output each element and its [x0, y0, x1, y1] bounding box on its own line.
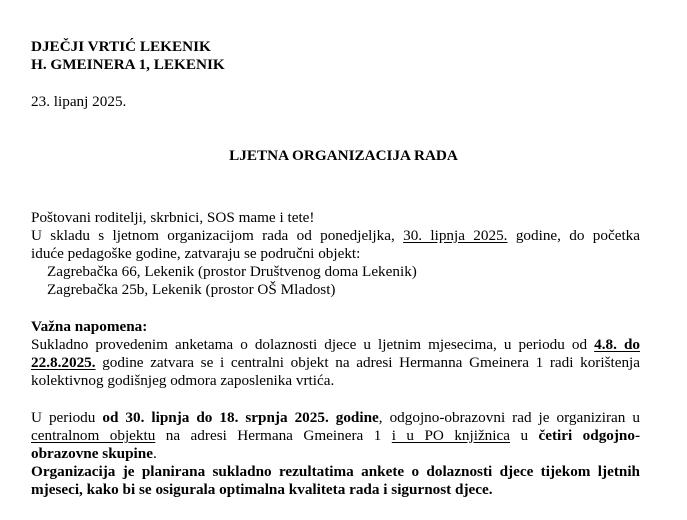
greeting: Poštovani roditelji, skrbnici, SOS mame i tete! [31, 209, 315, 226]
notice-line-1 [31, 336, 640, 354]
notice-text: godine zatvara se i centralni objekt na adresi Hermanna Gmeinera 1 radi korištenja [102, 354, 640, 371]
letter-text: U skladu s ljetnom organizacijom rada od ponedjeljka, [31, 227, 395, 244]
conclusion-line-2: mjeseci, kako bi se osigurala optimalna kvaliteta rada i sigurnost djece. [31, 481, 493, 498]
period-end: . [152, 445, 157, 462]
location-1: Zagrebačka 66, Lekenik (prostor Društvenog doma Lekenik) [47, 263, 417, 280]
group-count: četiri odgojno- [538, 427, 641, 444]
org-address: H. GMEINERA 1, LEKENIK [31, 56, 225, 73]
period-text: , odgojno-obrazovni rad je organiziran u [378, 409, 640, 426]
conclusion-line-1 [31, 463, 640, 481]
period-line-3 [31, 445, 157, 463]
conclusion-text: Organizacija je planirana sukladno rezultatima ankete o dolaznosti djece tijekom ljetnih [31, 463, 640, 480]
letter-line-1 [31, 227, 640, 245]
letter-line-2: iduće pedagoške godine, zatvaraju se područni objekt: [31, 245, 361, 262]
period-text: u [520, 427, 529, 444]
org-name: DJEČJI VRTIĆ LEKENIK [31, 38, 211, 55]
notice-text: Sukladno provedenim anketama o dolaznosti djece u ljetnim mjesecima, u periodu od [31, 336, 588, 353]
period-text: na adresi Hermana Gmeinera 1 [165, 427, 382, 444]
document-title: LJETNA ORGANIZACIJA RADA [229, 147, 458, 164]
notice-heading: Važna napomena: [31, 318, 148, 335]
location-2: Zagrebačka 25b, Lekenik (prostor OŠ Mladost) [47, 281, 336, 298]
closure-range-end: 22.8.2025. [31, 354, 96, 371]
letter-text: godine, do početka [515, 227, 641, 244]
document-date: 23. lipanj 2025. [31, 93, 127, 110]
group-count-cont: obrazovne skupine [31, 445, 153, 462]
notice-line-2 [31, 354, 640, 372]
central-building: centralnom objektu [31, 427, 156, 444]
closure-range-start: 4.8. do [594, 336, 640, 353]
library-building: i u PO knjižnica [391, 427, 510, 444]
start-date: 30. lipnja 2025. [403, 227, 508, 244]
period-text: U periodu [31, 409, 96, 426]
period-line-2 [31, 427, 640, 445]
notice-line-3: kolektivnog godišnjeg odmora zaposlenika vrtića. [31, 372, 335, 389]
period-line-1 [31, 409, 640, 427]
period-dates: od 30. lipnja do 18. srpnja 2025. godine [102, 409, 379, 426]
